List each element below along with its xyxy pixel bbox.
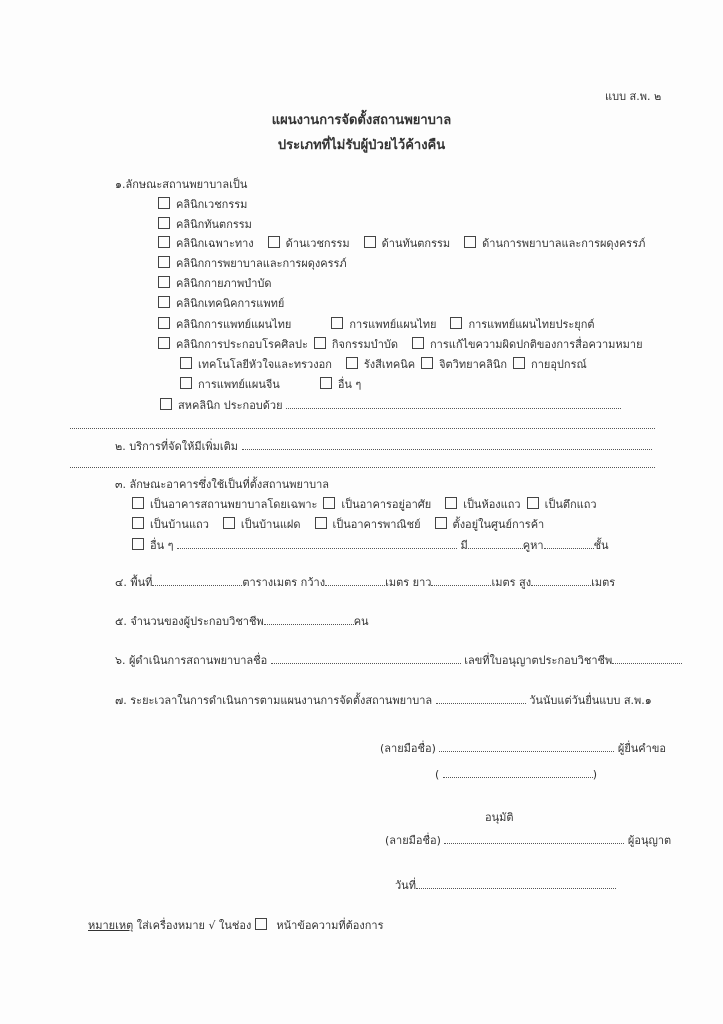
checkbox[interactable] bbox=[464, 236, 476, 248]
option-row: คลินิกเวชกรรม bbox=[158, 197, 247, 213]
checkbox[interactable] bbox=[527, 497, 539, 509]
title-line1: แผนงานการจัดตั้งสถานพยาบาล bbox=[271, 113, 452, 128]
option-row: สหคลินิก ประกอบด้วย bbox=[160, 398, 621, 414]
fill-field[interactable] bbox=[544, 538, 594, 549]
note-row: หมายเหตุ ใส่เครื่องหมาย √ ในช่อง หน้าข้อความที่ต้องการ bbox=[88, 919, 384, 932]
checkbox[interactable] bbox=[180, 377, 192, 389]
checkbox[interactable] bbox=[158, 317, 170, 329]
fill-field[interactable] bbox=[431, 575, 491, 586]
checkbox[interactable] bbox=[445, 497, 457, 509]
checkbox[interactable] bbox=[158, 217, 170, 229]
signature-field[interactable] bbox=[444, 833, 624, 844]
s7-row: ๗. ระยะเวลาในการดำเนินการตามแผนงานการจัดตั้งสถานพยาบาล วันนับแต่วันยื่นแบบ ส.พ.๑ bbox=[115, 694, 652, 707]
option-row: เป็นบ้านแถว เป็นบ้านแฝด เป็นอาคารพาณิชย์ ตั้งอยู่ในศูนย์การค้า bbox=[132, 517, 544, 533]
option-row: คลินิกการประกอบโรคศิลปะ กิจกรรมบำบัด การแก้ไขความผิดปกติของการสื่อความหมาย bbox=[158, 337, 643, 353]
fill-line[interactable] bbox=[70, 467, 655, 468]
checkbox[interactable] bbox=[346, 357, 358, 369]
checkbox[interactable] bbox=[268, 236, 280, 248]
fill-field[interactable] bbox=[242, 439, 652, 450]
option-row: คลินิกเฉพาะทาง ด้านเวชกรรม ด้านทันตกรรม ด้านการพยาบาลและการผดุงครรภ์ bbox=[158, 236, 645, 252]
fill-field[interactable] bbox=[436, 693, 526, 704]
date-field[interactable] bbox=[416, 878, 616, 889]
checkbox[interactable] bbox=[223, 517, 235, 529]
fill-line[interactable] bbox=[70, 428, 655, 429]
checkbox[interactable] bbox=[158, 276, 170, 288]
checkbox[interactable] bbox=[180, 357, 192, 369]
form-code: แบบ ส.พ. ๒ bbox=[605, 90, 662, 103]
s2-row: ๒. บริการที่จัดให้มีเพิ่มเติม bbox=[115, 439, 652, 455]
option-row: การแพทย์แผนจีน อื่น ๆ bbox=[180, 377, 361, 393]
checkbox[interactable] bbox=[160, 398, 172, 410]
name-field[interactable] bbox=[443, 767, 593, 778]
checkbox[interactable] bbox=[314, 337, 326, 349]
s3-heading: ๓. ลักษณะอาคารซึ่งใช้เป็นที่ตั้งสถานพยาบาล bbox=[115, 478, 330, 491]
checkbox[interactable] bbox=[421, 357, 433, 369]
checkbox[interactable] bbox=[513, 357, 525, 369]
checkbox[interactable] bbox=[412, 337, 424, 349]
fill-field[interactable] bbox=[271, 653, 461, 664]
title-line2: ประเภทที่ไม่รับผู้ป่วยไว้ค้างคืน bbox=[277, 138, 446, 153]
fill-field[interactable] bbox=[612, 653, 682, 664]
option-row: เทคโนโลยีหัวใจและทรวงอก รังสีเทคนิค จิตวิทยาคลินิก กายอุปกรณ์ bbox=[180, 357, 587, 373]
checkbox[interactable] bbox=[320, 377, 332, 389]
s1-heading: ๑.ลักษณะสถานพยาบาลเป็น bbox=[115, 178, 248, 191]
checkbox[interactable] bbox=[132, 517, 144, 529]
option-row: คลินิกเทคนิคการแพทย์ bbox=[158, 296, 284, 312]
fill-field[interactable] bbox=[468, 538, 523, 549]
applicant-name: ( ) bbox=[435, 768, 598, 781]
s5-row: ๕. จำนวนของผู้ประกอบวิชาชีพ คน bbox=[115, 615, 369, 628]
option-row: คลินิกทันตกรรม bbox=[158, 217, 252, 233]
fill-field[interactable] bbox=[152, 575, 242, 586]
option-row: เป็นอาคารสถานพยาบาลโดยเฉพาะ เป็นอาคารอยู่อาศัย เป็นห้องแถว เป็นตึกแถว bbox=[132, 497, 597, 513]
checkbox-icon bbox=[255, 918, 267, 930]
option-row: คลินิกการพยาบาลและการผดุงครรภ์ bbox=[158, 256, 347, 272]
signature-field[interactable] bbox=[439, 741, 614, 752]
approver-signature: (ลายมือชื่อ) ผู้อนุญาต bbox=[385, 834, 672, 847]
checkbox[interactable] bbox=[158, 296, 170, 308]
applicant-signature: (ลายมือชื่อ) ผู้ยื่นคำขอ bbox=[380, 742, 666, 755]
option-row: คลินิกการแพทย์แผนไทย การแพทย์แผนไทย การแพทย์แผนไทยประยุกต์ bbox=[158, 317, 595, 333]
fill-field[interactable] bbox=[177, 538, 457, 549]
option-row: คลินิกกายภาพบำบัด bbox=[158, 276, 272, 292]
checkbox[interactable] bbox=[450, 317, 462, 329]
checkbox[interactable] bbox=[158, 236, 170, 248]
fill-field[interactable] bbox=[264, 614, 354, 625]
checkbox[interactable] bbox=[364, 236, 376, 248]
option-row: อื่น ๆ มี คูหา ชั้น bbox=[132, 538, 609, 554]
checkbox[interactable] bbox=[315, 517, 327, 529]
approve-label: อนุมัติ bbox=[485, 811, 514, 824]
fill-field[interactable] bbox=[531, 575, 591, 586]
checkbox[interactable] bbox=[158, 256, 170, 268]
checkbox[interactable] bbox=[435, 517, 447, 529]
check-mark-icon: √ bbox=[208, 919, 216, 932]
s6-row: ๖. ผู้ดำเนินการสถานพยาบาลชื่อ เลขที่ใบอนุญาตประกอบวิชาชีพ bbox=[115, 653, 682, 669]
fill-field[interactable] bbox=[325, 575, 385, 586]
checkbox[interactable] bbox=[158, 337, 170, 349]
s4-row: ๔. พื้นที่ ตารางเมตร กว้าง เมตร ยาว เมตร สูง เมตร bbox=[115, 576, 616, 589]
checkbox[interactable] bbox=[158, 197, 170, 209]
fill-field[interactable] bbox=[286, 398, 621, 409]
date-row: วันที่ bbox=[395, 878, 616, 894]
checkbox[interactable] bbox=[132, 497, 144, 509]
checkbox[interactable] bbox=[331, 317, 343, 329]
checkbox[interactable] bbox=[323, 497, 335, 509]
checkbox[interactable] bbox=[132, 538, 144, 550]
